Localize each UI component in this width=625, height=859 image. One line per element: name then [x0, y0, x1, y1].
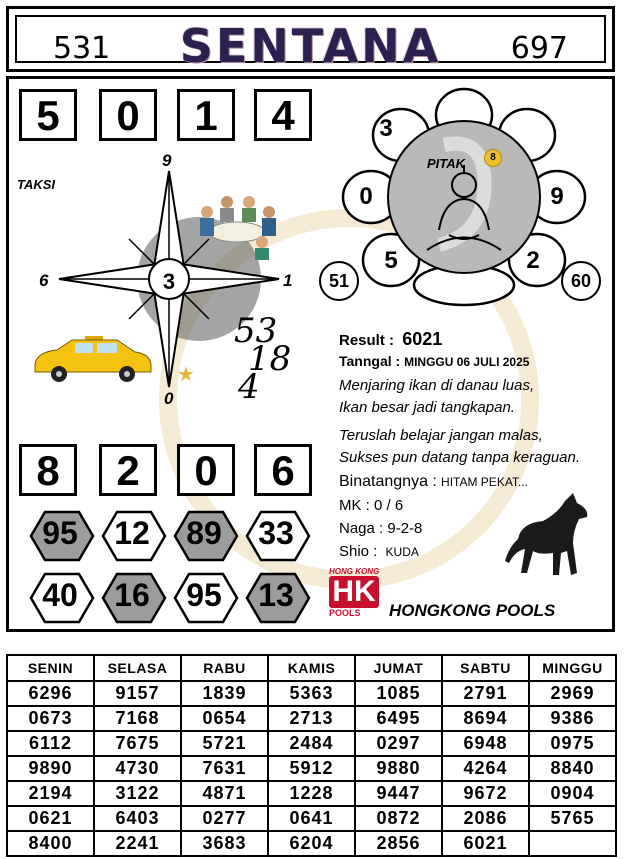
hongkong-pools-caption: HONGKONG POOLS [389, 601, 556, 620]
bottom-digit-4: 6 [254, 444, 312, 496]
poem-line-2: Ikan besar jadi tangkapan. [339, 399, 515, 416]
table-cell: 5765 [529, 806, 616, 831]
header-banner [6, 6, 615, 72]
table-cell: 0277 [181, 806, 268, 831]
bottom-digit-1: 8 [19, 444, 77, 496]
top-digit-3: 1 [177, 89, 235, 141]
bottom-digit-3: 0 [177, 444, 235, 496]
column-header-selasa: SELASA [94, 655, 181, 681]
table-row [7, 781, 616, 806]
hex-number-1: 95 [42, 515, 78, 551]
table-cell: 2484 [268, 731, 355, 756]
table-cell: 2086 [442, 806, 529, 831]
table-header-row [7, 655, 616, 681]
column-header-kamis: KAMIS [268, 655, 355, 681]
meeting-people-icon [187, 187, 287, 262]
table-cell: 9890 [7, 756, 94, 781]
logo-top-text: HONG KONG [329, 567, 380, 576]
table-cell: 2194 [7, 781, 94, 806]
header-inner-frame [15, 15, 606, 73]
result-value: 6021 [402, 329, 443, 349]
lotus-number-2: 0 [359, 183, 373, 210]
table-cell: 6403 [94, 806, 181, 831]
table-cell: 1228 [268, 781, 355, 806]
compass-north: 9 [162, 151, 172, 170]
table-cell: 8840 [529, 756, 616, 781]
table-cell: 0641 [268, 806, 355, 831]
results-table-wrap [6, 654, 617, 857]
table-body [7, 681, 616, 856]
logo-mark: HK [329, 576, 379, 608]
table-cell: 4264 [442, 756, 529, 781]
horse-icon [503, 491, 593, 583]
handwritten-3: 4 [238, 367, 260, 407]
date-value: MINGGU 06 JULI 2025 [404, 355, 530, 369]
shio-value: KUDA [385, 545, 419, 559]
table-row [7, 806, 616, 831]
handwritten-2: 18 [248, 339, 292, 379]
binatang-line [339, 473, 528, 491]
hk-pools-logo [329, 567, 387, 618]
mk-line [339, 497, 403, 514]
bottom-digit-2: 2 [99, 444, 157, 496]
top-digit-4: 4 [254, 89, 312, 141]
result-label: Result : [339, 332, 395, 349]
table-cell: 4871 [181, 781, 268, 806]
binatang-label: Binatangnya : [339, 473, 437, 490]
shio-label: Shio : [339, 543, 378, 560]
lotus-number-5: 2 [526, 247, 540, 274]
hex-number-4: 33 [258, 515, 294, 551]
mk-label: MK : [339, 497, 370, 514]
table-cell: 6021 [442, 831, 529, 856]
table-row [7, 706, 616, 731]
table-cell: 1085 [355, 681, 442, 706]
binatang-value: HITAM PEKAT... [441, 475, 528, 489]
table-cell: 3683 [181, 831, 268, 856]
column-header-rabu: RABU [181, 655, 268, 681]
outer-number-left: 51 [319, 261, 359, 301]
result-line [339, 329, 442, 350]
star-icon: ★ [177, 364, 195, 386]
table-cell: 0673 [7, 706, 94, 731]
table-cell: 3122 [94, 781, 181, 806]
table-row [7, 756, 616, 781]
results-table [6, 654, 617, 857]
column-header-jumat: JUMAT [355, 655, 442, 681]
table-cell: 0975 [529, 731, 616, 756]
table-cell: 7631 [181, 756, 268, 781]
table-cell: 5721 [181, 731, 268, 756]
table-cell: 0904 [529, 781, 616, 806]
taksi-label: TAKSI [17, 177, 56, 192]
table-cell: 0297 [355, 731, 442, 756]
column-header-minggu: MINGGU [529, 655, 616, 681]
table-row [7, 731, 616, 756]
table-cell: 9672 [442, 781, 529, 806]
table-cell: 2241 [94, 831, 181, 856]
lotus-number-4: 5 [384, 247, 398, 274]
hex-number-3: 89 [186, 515, 222, 551]
header-left-number: 531 [53, 31, 111, 66]
table-cell: 0654 [181, 706, 268, 731]
poem-line-3: Teruslah belajar jangan malas, [339, 427, 543, 444]
shio-line [339, 543, 419, 560]
table-cell: 7168 [94, 706, 181, 731]
lotus-number-1: 3 [379, 115, 393, 142]
table-cell: 9386 [529, 706, 616, 731]
column-header-sabtu: SABTU [442, 655, 529, 681]
table-cell: 2791 [442, 681, 529, 706]
naga-label: Naga : [339, 520, 384, 537]
table-cell: 5363 [268, 681, 355, 706]
table-row [7, 831, 616, 856]
compass-west: 6 [39, 271, 49, 290]
table-cell: 0872 [355, 806, 442, 831]
table-cell: 4730 [94, 756, 181, 781]
header-right-number: 697 [510, 31, 568, 66]
main-panel [6, 76, 615, 632]
coin-icon: 8 [484, 149, 502, 167]
page-title: SENTANA [179, 19, 442, 73]
poem-line-1: Menjaring ikan di danau luas, [339, 377, 535, 394]
poem-line-4: Sukses pun datang tanpa keraguan. [339, 449, 581, 466]
compass-east: 1 [283, 271, 293, 290]
compass-south: 0 [164, 389, 174, 408]
table-cell: 9157 [94, 681, 181, 706]
mk-value: 0 / 6 [374, 497, 404, 514]
hex-number-2: 12 [114, 515, 150, 551]
table-cell: 6948 [442, 731, 529, 756]
table-cell: 9447 [355, 781, 442, 806]
table-cell: 6204 [268, 831, 355, 856]
lotus-number-3: 9 [550, 183, 564, 210]
taxi-icon [27, 334, 157, 384]
table-cell: 7675 [94, 731, 181, 756]
table-cell: 6112 [7, 731, 94, 756]
table-cell: 8400 [7, 831, 94, 856]
compass-center: 3 [162, 269, 176, 294]
naga-line [339, 520, 422, 537]
hex-number-7: 95 [186, 577, 222, 613]
table-cell: 1839 [181, 681, 268, 706]
table-cell: 5912 [268, 756, 355, 781]
handwritten-1: 53 [234, 311, 278, 351]
table-cell: 8694 [442, 706, 529, 731]
column-header-senin: SENIN [7, 655, 94, 681]
date-line [339, 353, 529, 369]
handwritten-numbers [234, 311, 292, 407]
table-cell: 2856 [355, 831, 442, 856]
naga-value: 9-2-8 [387, 520, 423, 537]
table-cell: 6495 [355, 706, 442, 731]
outer-number-right: 60 [561, 261, 601, 301]
pitak-label: PITAK [427, 156, 466, 171]
table-cell: 9880 [355, 756, 442, 781]
top-digit-2: 0 [99, 89, 157, 141]
table-cell [529, 831, 616, 856]
table-cell: 0621 [7, 806, 94, 831]
hex-number-5: 40 [42, 577, 78, 613]
table-cell: 2713 [268, 706, 355, 731]
top-digit-1: 5 [19, 89, 77, 141]
date-label: Tanngal : [339, 353, 401, 369]
logo-bottom-text: POOLS [329, 608, 361, 618]
table-cell: 2969 [529, 681, 616, 706]
hex-number-8: 13 [258, 577, 294, 613]
table-cell: 6296 [7, 681, 94, 706]
hex-number-6: 16 [114, 577, 150, 613]
table-row [7, 681, 616, 706]
